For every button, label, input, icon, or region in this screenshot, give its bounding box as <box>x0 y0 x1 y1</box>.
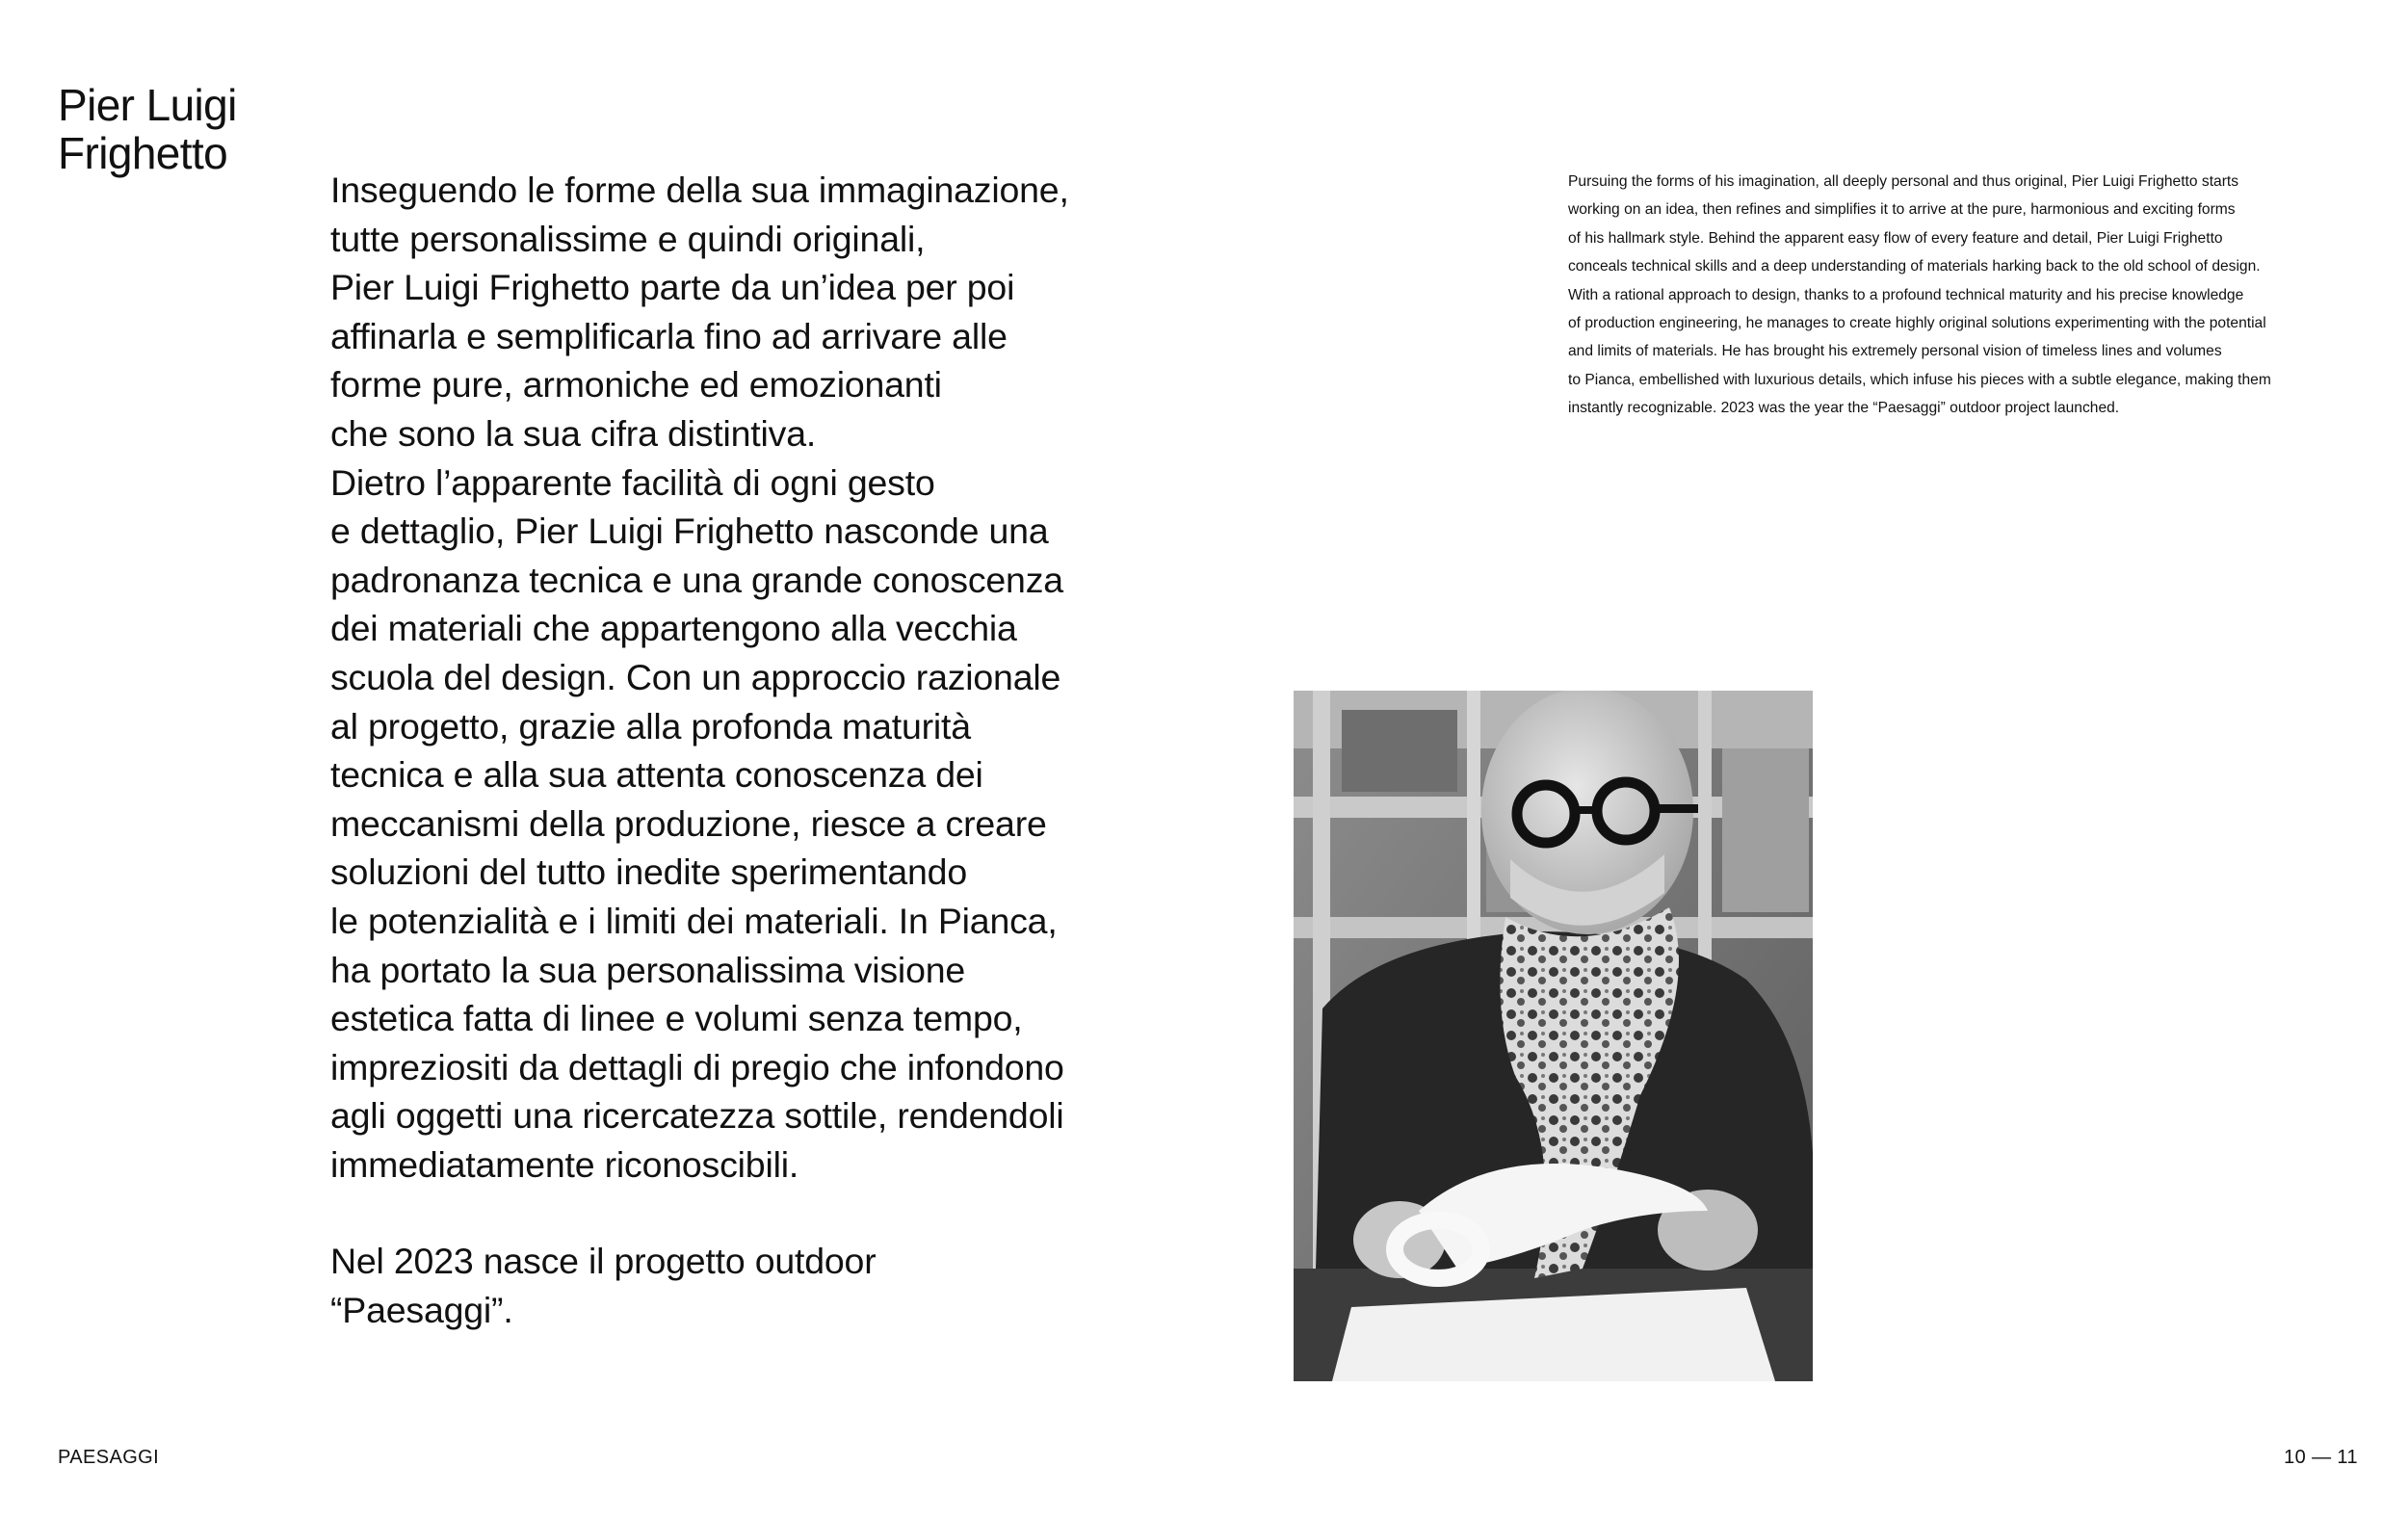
portrait-illustration <box>1294 691 1813 1381</box>
footer-section-label: PAESAGGI <box>58 1447 160 1468</box>
italian-paragraph-2 <box>330 1237 1159 1334</box>
text-line: of his hallmark style. Behind the apparent easy flow of every feature and detail, Pier Luigi Frighetto <box>1568 229 2223 247</box>
text-line: instantly recognizable. 2023 was the year the “Paesaggi” outdoor project launched. <box>1568 400 2120 417</box>
designer-name-line2: Frighetto <box>58 128 228 178</box>
text-line: tecnica e alla sua attenta conoscenza dei <box>330 754 983 796</box>
text-line: al progetto, grazie alla profonda maturità <box>330 705 971 746</box>
designer-name-line1: Pier Luigi <box>58 80 237 130</box>
text-line: che sono la sua cifra distintiva. <box>330 412 817 454</box>
text-line: impreziositi da dettagli di pregio che infondono <box>330 1046 1064 1087</box>
text-line: soluzioni del tutto inedite sperimentando <box>330 851 967 893</box>
text-line: scuola del design. Con un approccio razionale <box>330 656 1061 697</box>
text-line: working on an idea, then refines and simplifies it to arrive at the pure, harmonious and exciting forms <box>1568 201 2236 219</box>
designer-name <box>58 81 237 177</box>
text-line: immediatamente riconoscibili. <box>330 1143 799 1185</box>
text-line: le potenzialità e i limiti dei materiali. In Pianca, <box>330 900 1058 941</box>
text-line: forme pure, armoniche ed emozionanti <box>330 364 942 406</box>
designer-portrait-photo <box>1294 691 1813 1381</box>
text-line: and limits of materials. He has brought his extremely personal vision of timeless lines and volumes <box>1568 343 2222 360</box>
text-line: tutte personalissime e quindi originali, <box>330 218 926 259</box>
text-line: ha portato la sua personalissima visione <box>330 949 966 990</box>
italian-biography <box>330 166 1159 1335</box>
text-line: estetica fatta di linee e volumi senza tempo, <box>330 998 1023 1039</box>
text-line: e dettaglio, Pier Luigi Frighetto nasconde una <box>330 511 1049 552</box>
text-line: padronanza tecnica e una grande conoscenza <box>330 559 1063 600</box>
text-line: dei materiali che appartengono alla vecchia <box>330 608 1017 649</box>
footer-page-numbers: 10 — 11 <box>2284 1447 2358 1468</box>
text-line: agli oggetti una ricercatezza sottile, rendendoli <box>330 1095 1064 1137</box>
text-line: “Paesaggi”. <box>330 1290 513 1331</box>
text-line: Inseguendo le forme della sua immaginazione, <box>330 170 1069 210</box>
english-biography <box>1568 168 2377 423</box>
text-line: affinarla e semplificarla fino ad arrivare alle <box>330 315 1008 356</box>
text-line: With a rational approach to design, thanks to a profound technical maturity and his precise knowledge <box>1568 286 2244 303</box>
text-line: Dietro l’apparente facilità di ogni gesto <box>330 461 935 503</box>
text-line: to Pianca, embellished with luxurious details, which infuse his pieces with a subtle elegance, making them <box>1568 371 2271 388</box>
text-line: Pier Luigi Frighetto parte da un’idea per poi <box>330 267 1015 308</box>
text-line: Nel 2023 nasce il progetto outdoor <box>330 1241 877 1282</box>
text-line: conceals technical skills and a deep understanding of materials harking back to the old school of design. <box>1568 258 2261 275</box>
text-line: of production engineering, he manages to create highly original solutions experimenting with the potential <box>1568 315 2266 332</box>
text-line: Pursuing the forms of his imagination, all deeply personal and thus original, Pier Luigi Frighetto starts <box>1568 173 2239 190</box>
italian-paragraph-1 <box>330 166 1159 1189</box>
text-line: meccanismi della produzione, riesce a creare <box>330 802 1047 844</box>
